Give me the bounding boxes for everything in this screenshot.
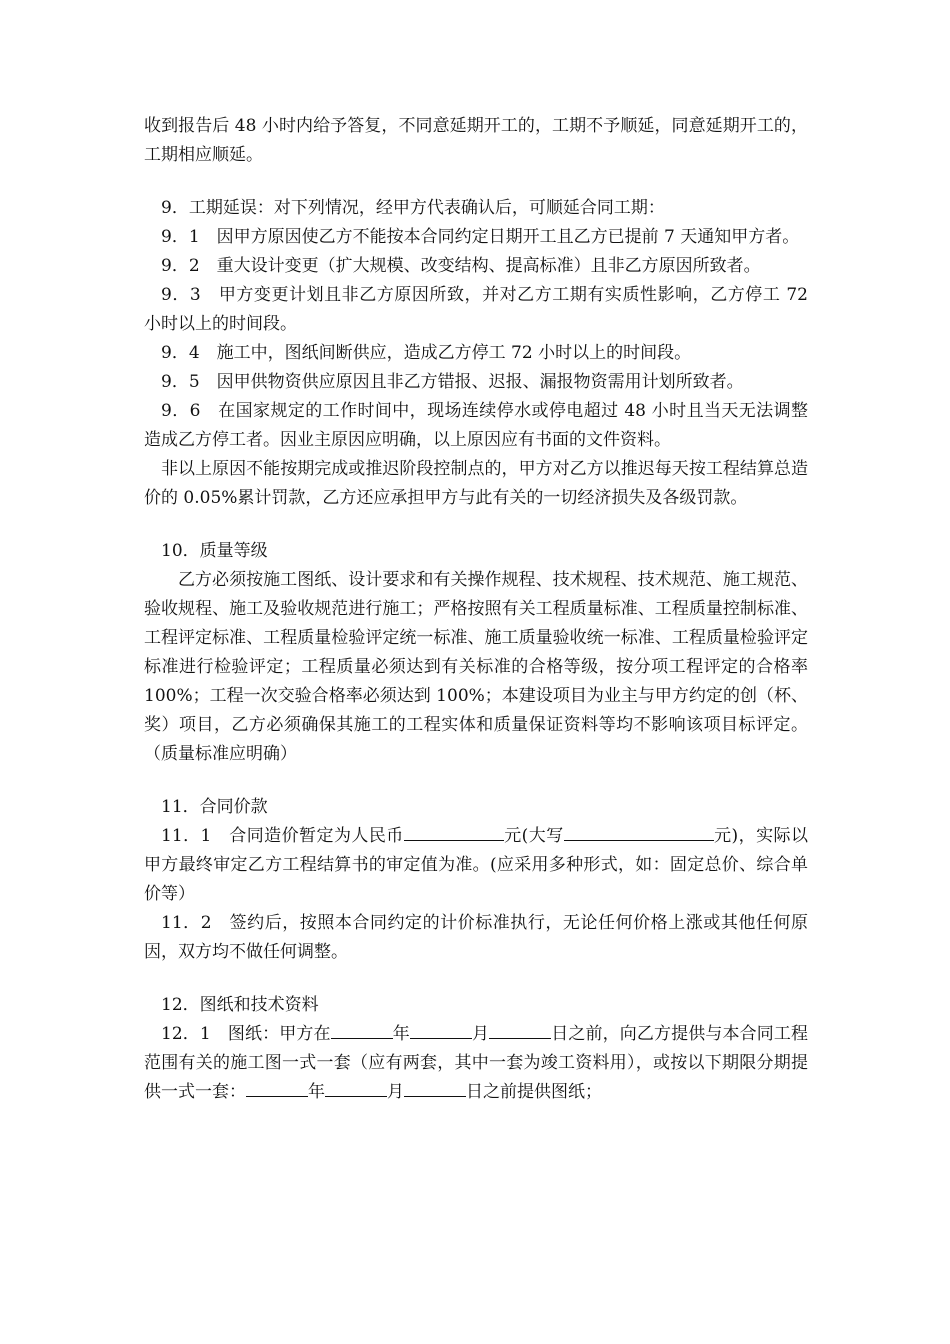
day-blank[interactable] — [489, 1021, 551, 1039]
clause-9-3: 9．3 甲方变更计划且非乙方原因所致，并对乙方工期有实质性影响，乙方停工 72 小时以上的时间段。 — [144, 285, 808, 334]
year-label: 年 — [392, 1024, 410, 1044]
clause-9-5: 9．5 因甲供物资供应原因且非乙方错报、迟报、漏报物资需用计划所致者。 — [161, 372, 744, 392]
clause-12-1-mid: 日之前，向乙方提供与本合同工程范围有关的施工图一式一套（应有两套，其中一套为竣工资料用），或按以下期限分期提供一式一套： — [144, 1024, 809, 1102]
clause-10-body: 乙方必须按施工图纸、设计要求和有关操作规程、技术规程、技术规范、施工规范、验收规程、施工及验收规范进行施工；严格按照有关工程质量标准、工程质量控制标准、工程评定标准、工程质量检验评定统一标准、施工质量验收统一标准、工程质量检验评定标准进行检验评定；工程质量必须达到有关标准的合格等级，按分项工程评定的合格率 100%；工程一次交验合格率必须达到 100%；本建设项目为业主与甲方约定的创（杯、奖）项目，乙方必须确保其施工的工程实体和质量保证资料等均不影响该项目标评定。（质量标准应明确） — [144, 570, 808, 764]
clause-12-1-lead: 12．1 图纸：甲方在 — [161, 1024, 331, 1044]
clause-9-1: 9．1 因甲方原因使乙方不能按本合同约定日期开工且乙方已提前 7 天通知甲方者。 — [161, 227, 800, 247]
clause-12-1 — [144, 1020, 808, 1107]
month-blank[interactable] — [410, 1021, 472, 1039]
clause-11-1-mid: 元(大写 — [503, 826, 564, 846]
clause-11-1 — [144, 822, 808, 909]
clause-11-1-tail: 元)，实际以甲方最终审定乙方工程结算书的审定值为准。(应采用多种形式，如：固定总价、综合单价等） — [144, 826, 808, 904]
section-10-heading: 10．质量等级 — [161, 541, 268, 561]
contract-page — [144, 112, 808, 1107]
amount-blank[interactable] — [404, 823, 504, 841]
month-label-2: 月 — [387, 1082, 404, 1102]
clause-9-penalty: 非以上原因不能按期完成或推迟阶段控制点的，甲方对乙方以推迟每天按工程结算总造价的 0.05%累计罚款，乙方还应承担甲方与此有关的一切经济损失及各级罚款。 — [144, 459, 808, 508]
clause-9-6: 9．6 在国家规定的工作时间中，现场连续停水或停电超过 48 小时且当天无法调整造成乙方停工者。因业主原因应明确，以上原因应有书面的文件资料。 — [144, 401, 808, 450]
month-label: 月 — [471, 1024, 490, 1044]
clause-12-1-tail: 日之前提供图纸； — [466, 1082, 602, 1102]
day-blank-2[interactable] — [404, 1079, 466, 1097]
clause-11-1-lead: 11．1 合同造价暂定为人民币 — [161, 826, 404, 846]
section-12-heading: 12．图纸和技术资料 — [161, 995, 319, 1015]
year-label-2: 年 — [308, 1082, 325, 1102]
section-9-heading: 9．工期延误：对下列情况，经甲方代表确认后，可顺延合同工期： — [161, 198, 665, 218]
section-11-heading: 11．合同价款 — [161, 797, 268, 817]
paragraph-top: 收到报告后 48 小时内给予答复，不同意延期开工的，工期不予顺延，同意延期开工的，工期相应顺延。 — [144, 116, 808, 165]
year-blank-2[interactable] — [246, 1079, 308, 1097]
clause-9-4: 9．4 施工中，图纸间断供应，造成乙方停工 72 小时以上的时间段。 — [161, 343, 692, 363]
month-blank-2[interactable] — [325, 1079, 387, 1097]
amount-words-blank[interactable] — [564, 823, 714, 841]
clause-9-2: 9．2 重大设计变更（扩大规模、改变结构、提高标准）且非乙方原因所致者。 — [161, 256, 761, 276]
clause-11-2: 11．2 签约后，按照本合同约定的计价标准执行，无论任何价格上涨或其他任何原因，双方均不做任何调整。 — [144, 913, 808, 962]
year-blank[interactable] — [331, 1021, 393, 1039]
